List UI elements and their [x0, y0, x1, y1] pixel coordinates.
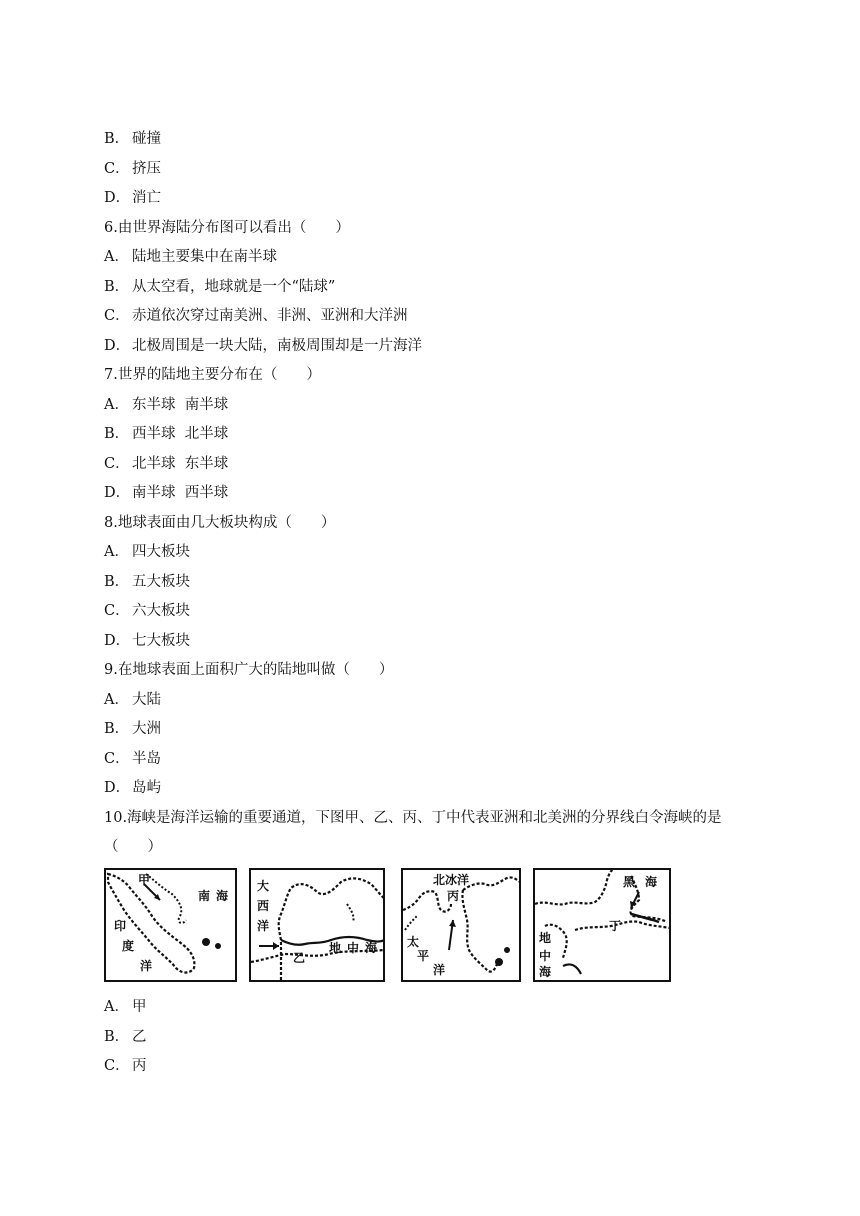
q9-stem: 9.在地球表面上面积广大的陆地叫做（ ）: [104, 662, 394, 678]
q7-option-b[interactable]: B． 西半球 北半球: [104, 426, 229, 442]
q8-stem: 8.地球表面由几大板块构成（ ）: [104, 515, 336, 531]
map-bing: [401, 868, 521, 982]
q6-option-b[interactable]: B． 从太空看，地球就是一个“陆球”: [104, 279, 336, 295]
map-jia-label-jia: 甲: [138, 873, 151, 887]
q5-option-d: D． 消亡: [104, 190, 161, 206]
q7-option-d[interactable]: D． 南半球 西半球: [104, 485, 229, 501]
map-yi-label-xi: 西: [257, 899, 270, 913]
q9-option-a[interactable]: A． 大陆: [104, 692, 161, 708]
map-yi-label-da: 大: [257, 879, 270, 893]
q7-option-c[interactable]: C． 北半球 东半球: [104, 456, 229, 472]
map-ding: [533, 868, 671, 982]
q10-option-b[interactable]: B． 乙: [104, 1029, 147, 1045]
map-jia-label-hai: 海: [216, 889, 229, 903]
q10-option-a[interactable]: A． 甲: [104, 999, 147, 1015]
map-jia-label-yin: 印: [114, 919, 127, 933]
q5-option-b: B． 碰撞: [104, 131, 161, 147]
q9-option-d[interactable]: D． 岛屿: [104, 780, 161, 796]
q6-option-a[interactable]: A． 陆地主要集中在南半球: [104, 249, 277, 265]
map-bing-label-yang: 洋: [433, 963, 446, 977]
map-bing-label-bing: 丙: [447, 889, 460, 903]
map-yi-drawing: [251, 870, 384, 980]
map-jia: [104, 868, 237, 982]
map-yi-label-zhong: 中: [347, 941, 360, 955]
q9-option-c[interactable]: C． 半岛: [104, 751, 161, 767]
strait-maps: [104, 868, 674, 988]
map-ding-label-di: 地: [539, 931, 552, 945]
map-jia-label-du: 度: [122, 939, 135, 953]
q9-option-b[interactable]: B． 大洲: [104, 721, 161, 737]
q10-option-c[interactable]: C． 丙: [104, 1058, 147, 1074]
map-yi: [249, 868, 385, 982]
map-jia-label-yang: 洋: [140, 959, 153, 973]
q8-option-c[interactable]: C． 六大板块: [104, 603, 190, 619]
map-yi-label-di: 地: [329, 941, 342, 955]
map-yi-label-yang: 洋: [257, 919, 270, 933]
map-bing-label-ping: 平: [417, 949, 430, 963]
map-ding-label-hai: 海: [645, 875, 658, 889]
q10-stem: 10.海峡是海洋运输的重要通道，下图甲、乙、丙、丁中代表亚洲和北美洲的分界线白令海峡的是: [104, 810, 722, 826]
q6-option-c[interactable]: C． 赤道依次穿过南美洲、非洲、亚洲和大洋洲: [104, 308, 408, 324]
q6-option-d[interactable]: D． 北极周围是一块大陆，南极周围却是一片海洋: [104, 338, 422, 354]
map-ding-label-zhong: 中: [539, 949, 552, 963]
map-bing-label-tai: 太: [407, 935, 420, 949]
map-ding-label-ding: 丁: [609, 919, 622, 933]
q5-option-c: C． 挤压: [104, 161, 161, 177]
q10-stem-continuation: （ ）: [104, 839, 162, 855]
q6-stem: 6.由世界海陆分布图可以看出（ ）: [104, 220, 350, 236]
map-bing-label-beibingyang: 北冰洋: [433, 873, 470, 887]
q8-option-d[interactable]: D． 七大板块: [104, 633, 190, 649]
map-jia-label-nan: 南: [198, 889, 211, 903]
map-yi-label-yi: 乙: [293, 951, 306, 965]
map-ding-label-hei: 黑: [623, 875, 636, 889]
map-yi-label-hai: 海: [365, 941, 378, 955]
q8-option-a[interactable]: A． 四大板块: [104, 544, 190, 560]
q7-option-a[interactable]: A． 东半球 南半球: [104, 397, 229, 413]
map-ding-label-hai2: 海: [539, 965, 552, 979]
q7-stem: 7.世界的陆地主要分布在（ ）: [104, 367, 321, 383]
q8-option-b[interactable]: B． 五大板块: [104, 574, 190, 590]
